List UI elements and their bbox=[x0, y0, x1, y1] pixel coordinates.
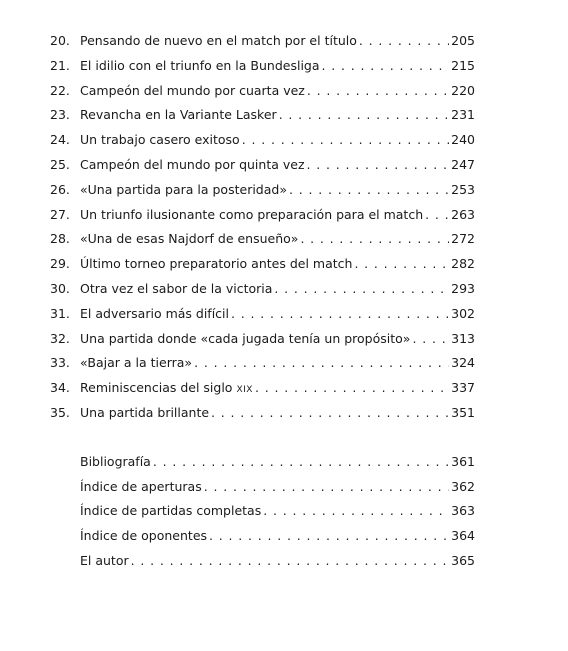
toc-entry bbox=[50, 103, 475, 128]
section-spacer bbox=[50, 426, 475, 450]
page-number: 272 bbox=[451, 231, 475, 247]
dot-leader bbox=[204, 475, 449, 500]
page-number: 205 bbox=[451, 33, 475, 48]
toc-entry bbox=[50, 351, 475, 376]
toc-entry bbox=[50, 178, 475, 203]
toc-entry bbox=[50, 252, 475, 277]
page-number: 240 bbox=[451, 132, 475, 148]
dot-leader bbox=[279, 103, 449, 128]
chapter-title: Campeón del mundo por quinta vez bbox=[80, 156, 305, 172]
toc-entry bbox=[50, 153, 475, 178]
page-number: 247 bbox=[451, 156, 475, 172]
chapter-title: «Una de esas Najdorf de ensueño» bbox=[80, 231, 299, 247]
appendix-title: Índice de oponentes bbox=[80, 528, 208, 544]
page-number: 220 bbox=[451, 82, 475, 98]
toc-entry bbox=[50, 401, 475, 426]
dot-leader bbox=[211, 401, 449, 426]
chapter-title: El adversario más difícil bbox=[80, 305, 229, 321]
page-number: 282 bbox=[451, 256, 475, 272]
page-number: 351 bbox=[451, 404, 475, 420]
dot-leader bbox=[307, 153, 450, 178]
chapter-title: Un trabajo casero exitoso bbox=[80, 132, 240, 148]
chapter-title: El idilio con el triunfo en la Bundesliga bbox=[80, 57, 320, 73]
dot-leader bbox=[354, 252, 449, 277]
chapter-title: Otra vez el sabor de la victoria bbox=[80, 280, 273, 296]
appendix-entry bbox=[50, 475, 475, 500]
chapter-number: 33. bbox=[50, 355, 70, 371]
chapter-title-century: XIX bbox=[236, 385, 253, 396]
chapter-number: 35. bbox=[50, 404, 70, 420]
dot-leader bbox=[209, 524, 449, 549]
toc-entry bbox=[50, 203, 475, 228]
dot-leader bbox=[153, 450, 449, 475]
chapter-title-text: Reminiscencias del siglo bbox=[80, 380, 233, 396]
chapter-title: Último torneo preparatorio antes del match bbox=[80, 256, 353, 272]
toc-entry bbox=[50, 29, 475, 54]
page-number: 253 bbox=[451, 181, 475, 197]
page-number: 337 bbox=[451, 380, 475, 396]
toc-entry bbox=[50, 277, 475, 302]
appendix-title: El autor bbox=[80, 552, 129, 568]
page-number: 313 bbox=[451, 330, 475, 346]
appendix-title: Bibliografía bbox=[80, 453, 151, 469]
page-number: 364 bbox=[451, 528, 475, 544]
chapter-number: 27. bbox=[50, 206, 70, 222]
chapter-title: Campeón del mundo por cuarta vez bbox=[80, 82, 305, 98]
page-number: 361 bbox=[451, 453, 475, 469]
dot-leader bbox=[300, 227, 449, 252]
chapter-title: Un triunfo ilusionante como preparación para el match bbox=[80, 206, 424, 222]
chapter-number: 20. bbox=[50, 33, 70, 48]
page-number: 365 bbox=[451, 552, 475, 568]
appendix-entry bbox=[50, 499, 475, 524]
toc-entry bbox=[50, 376, 475, 401]
toc-entry bbox=[50, 327, 475, 352]
appendix-entry bbox=[50, 524, 475, 549]
toc-entry bbox=[50, 128, 475, 153]
page-number: 263 bbox=[451, 206, 475, 222]
chapter-title: Una partida brillante bbox=[80, 404, 210, 420]
dot-leader bbox=[255, 376, 449, 401]
dot-leader bbox=[322, 54, 450, 79]
toc-entry bbox=[50, 302, 475, 327]
toc-entry bbox=[50, 79, 475, 104]
dot-leader bbox=[412, 327, 449, 352]
dot-leader bbox=[242, 128, 449, 153]
chapter-number: 26. bbox=[50, 181, 70, 197]
chapter-number: 29. bbox=[50, 256, 70, 272]
page-number: 231 bbox=[451, 107, 475, 123]
toc-entry bbox=[50, 227, 475, 252]
dot-leader bbox=[263, 499, 449, 524]
page-number: 363 bbox=[451, 503, 475, 519]
dot-leader bbox=[289, 178, 449, 203]
appendix-entry bbox=[50, 450, 475, 475]
chapter-number: 25. bbox=[50, 156, 70, 172]
chapter-title: «Bajar a la tierra» bbox=[80, 355, 193, 371]
page-number: 215 bbox=[451, 57, 475, 73]
chapter-title: Pensando de nuevo en el match por el título bbox=[80, 33, 357, 48]
chapter-number: 23. bbox=[50, 107, 70, 123]
page-number: 293 bbox=[451, 280, 475, 296]
dot-leader bbox=[307, 79, 449, 104]
dot-leader bbox=[231, 302, 449, 327]
chapter-number: 22. bbox=[50, 82, 70, 98]
chapter-title bbox=[80, 376, 253, 403]
table-of-contents bbox=[50, 29, 475, 574]
toc-entry bbox=[50, 54, 475, 79]
chapter-number: 24. bbox=[50, 132, 70, 148]
dot-leader bbox=[194, 351, 449, 376]
chapter-number: 28. bbox=[50, 231, 70, 247]
chapter-title: Revancha en la Variante Lasker bbox=[80, 107, 277, 123]
appendix-entry bbox=[50, 549, 475, 574]
chapter-title: Una partida donde «cada jugada tenía un propósito» bbox=[80, 330, 411, 346]
page-number: 324 bbox=[451, 355, 475, 371]
chapter-number: 32. bbox=[50, 330, 70, 346]
appendix-title: Índice de partidas completas bbox=[80, 503, 262, 519]
dot-leader bbox=[425, 203, 449, 228]
dot-leader bbox=[274, 277, 449, 302]
page-number: 302 bbox=[451, 305, 475, 321]
appendix-title: Índice de aperturas bbox=[80, 478, 202, 494]
chapter-number: 31. bbox=[50, 305, 70, 321]
dot-leader bbox=[131, 549, 450, 574]
chapter-number: 34. bbox=[50, 380, 70, 396]
chapter-number: 21. bbox=[50, 57, 70, 73]
chapter-number: 30. bbox=[50, 280, 70, 296]
dot-leader bbox=[359, 29, 449, 54]
chapter-title: «Una partida para la posteridad» bbox=[80, 181, 287, 197]
page-number: 362 bbox=[451, 478, 475, 494]
